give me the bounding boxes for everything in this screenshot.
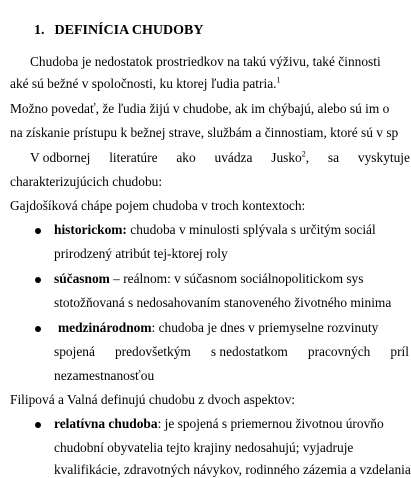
b3-word: pracovných <box>307 344 371 359</box>
bullet-4-line-2: chudobní obyvatelia tejto krajiny nedosahujú; vyjadruje <box>54 440 354 455</box>
bullet-icon <box>35 326 41 332</box>
p3-word: vyskytuje <box>357 150 410 165</box>
paragraph-3-line-2: charakterizujúcich chudobu: <box>10 174 163 189</box>
bullet-1-line-1 <box>54 222 376 238</box>
footnote-marker-2: 2 <box>301 149 306 159</box>
paragraph-1-line-1: Chudoba je nedostatok prostriedkov na takú výživu, také činnosti <box>30 54 381 69</box>
bullet-4-rest: : je spojená s priemernou životnou úrovňo <box>157 416 384 431</box>
bullet-icon <box>35 277 41 283</box>
bullet-3-line-2 <box>54 344 409 360</box>
bullet-3-line-3: nezamestnanosťou <box>54 368 155 383</box>
paragraph-2-line-2: na získanie prístupu k bežnej strave, službám a činnostiam, ktoré sú v sp <box>10 125 399 140</box>
bullet-4-term: relatívna chudoba <box>54 416 158 431</box>
p3-word: ako <box>176 150 196 165</box>
section-heading <box>34 23 203 39</box>
p3-word: sa <box>327 150 340 165</box>
bullet-icon <box>35 228 41 234</box>
bullet-3-line-1 <box>58 320 378 336</box>
paragraph-3-line-1 <box>30 150 410 166</box>
bullet-2-line-1 <box>54 271 363 287</box>
paragraph-4-line-1: Gajdošíková chápe pojem chudoba v troch kontextoch: <box>10 198 306 213</box>
bullet-2-term: súčasnom <box>54 271 110 286</box>
paragraph-1-line-2 <box>10 76 281 92</box>
paragraph-1-line-2-text: aké sú bežné v spoločnosti, ku ktorej ľudia patria. <box>10 76 277 91</box>
p3-word: literatúre <box>109 150 158 165</box>
b3-word: predovšetkým <box>114 344 191 359</box>
bullet-1-rest: chudoba v minulosti splývala s určitým sociál <box>126 222 376 237</box>
p3-comma: , <box>305 150 310 165</box>
bullet-3-rest: : chudoba je dnes v priemyselne rozvinuty <box>151 320 379 335</box>
section-title: DEFINÍCIA CHUDOBY <box>54 23 204 38</box>
bullet-2-line-2: stotožňovaná s nedosahovaním stanoveného životného minima <box>54 295 392 310</box>
bullet-icon <box>35 422 41 428</box>
bullet-3-term: medzinárodnom <box>58 320 152 335</box>
bullet-4-line-1 <box>54 416 384 432</box>
p3-word-jusko: Jusko <box>271 150 302 165</box>
b3-word: s nedostatkom <box>210 344 288 359</box>
p3-word: uvádza <box>214 150 253 165</box>
section-number: 1. <box>34 23 45 38</box>
b3-word: spojená <box>54 344 95 359</box>
p3-word-with-footnote <box>271 150 309 166</box>
p3-word: V odbornej <box>30 150 91 165</box>
bullet-1-line-2: prirodzený atribút tej-ktorej roly <box>54 246 228 261</box>
b3-word: príl <box>390 344 409 359</box>
bullet-4-line-3: kvalifikácie, zdravotných návykov, rodinného zázemia a vzdelania <box>54 462 411 477</box>
bullet-1-term: historickom: <box>54 222 127 237</box>
footnote-marker-1: 1 <box>276 75 281 85</box>
bullet-2-rest: – reálnom: v súčasnom sociálnopolitickom sys <box>109 271 364 286</box>
paragraph-2-line-1: Možno povedať, že ľudia žijú v chudobe, ak im chýbajú, alebo sú im o <box>10 101 390 116</box>
paragraph-5-line-1: Filipová a Valná definujú chudobu z dvoch aspektov: <box>10 392 295 407</box>
